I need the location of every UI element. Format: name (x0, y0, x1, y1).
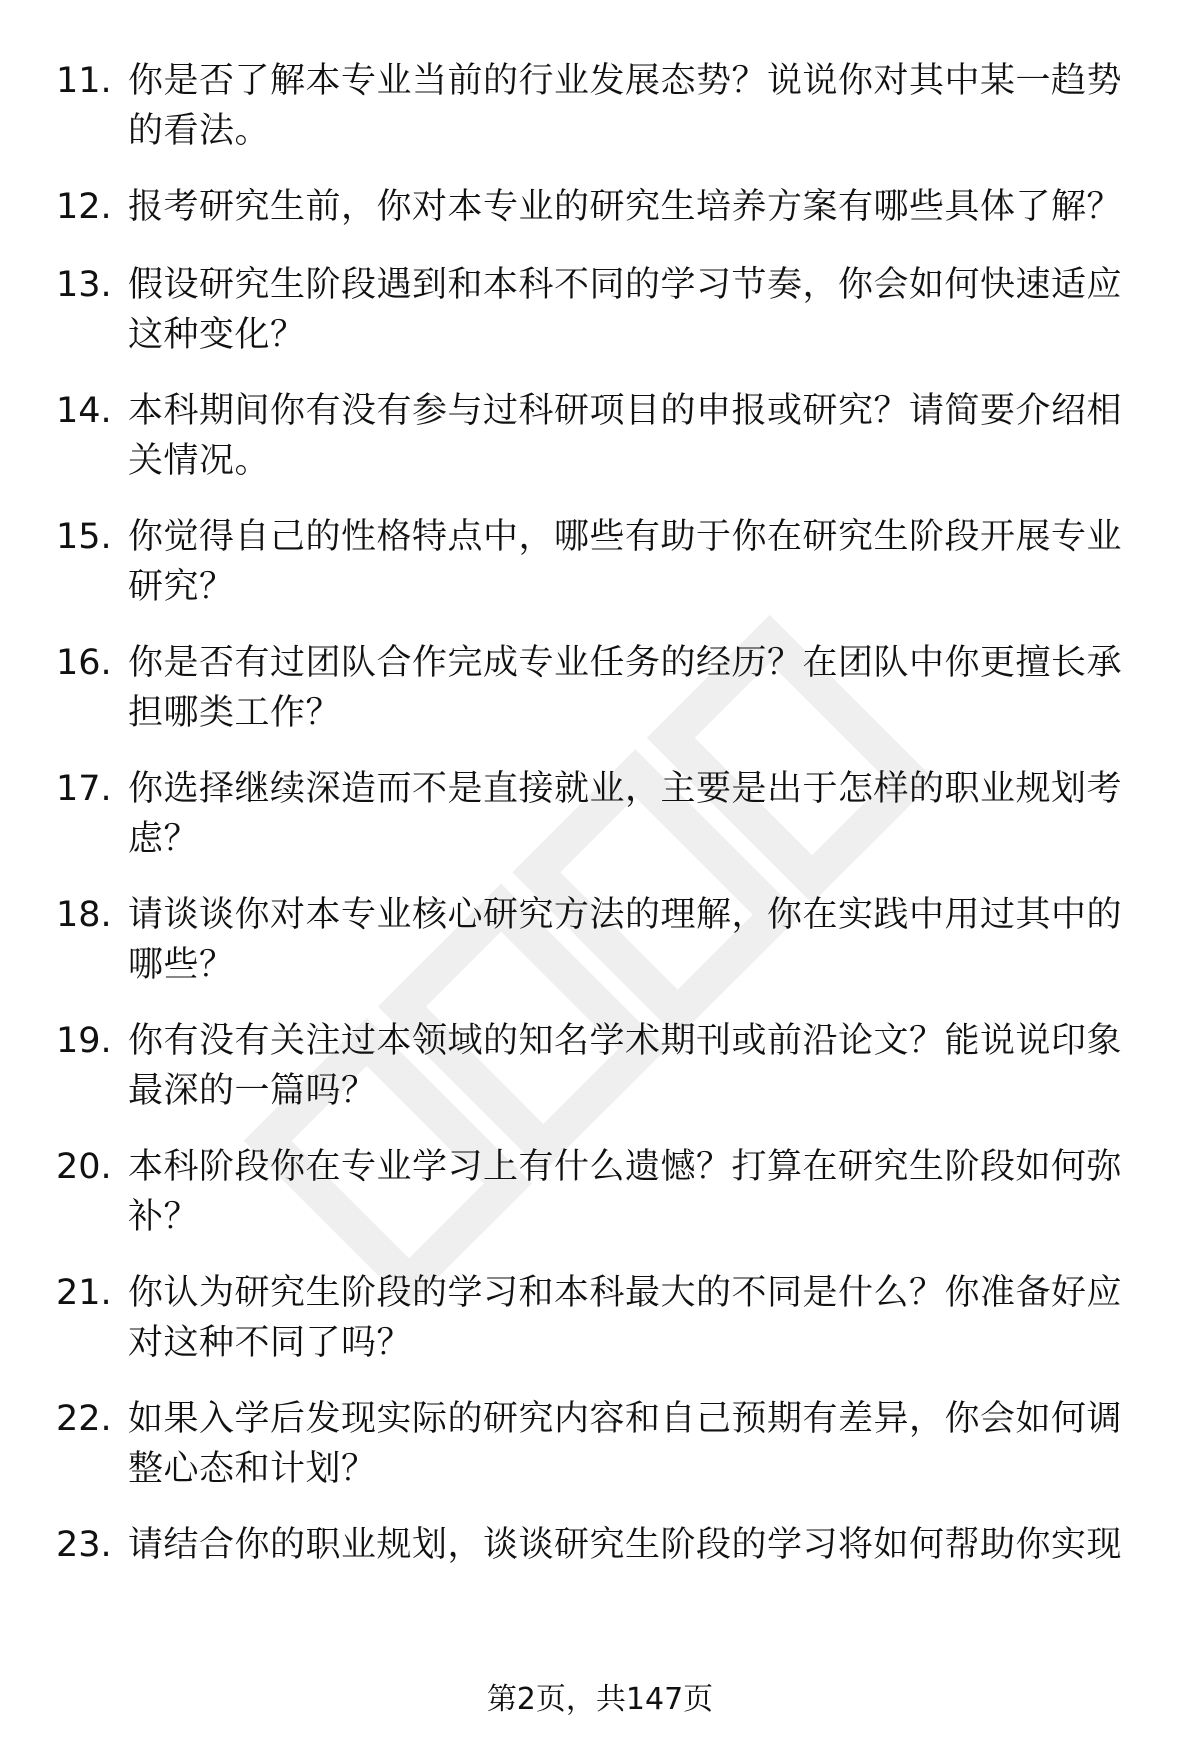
question-text: 本科阶段你在专业学习上有什么遗憾？打算在研究生阶段如何弥补？ (128, 1147, 1123, 1237)
question-item-21 (56, 1268, 1146, 1368)
question-text: 你是否了解本专业当前的行业发展态势？说说你对其中某一趋势的看法。 (128, 61, 1123, 151)
question-text: 如果入学后发现实际的研究内容和自己预期有差异，你会如何调整心态和计划？ (128, 1399, 1123, 1489)
question-text: 请谈谈你对本专业核心研究方法的理解，你在实践中用过其中的哪些？ (128, 895, 1123, 985)
question-text: 你认为研究生阶段的学习和本科最大的不同是什么？你准备好应对这种不同了吗？ (128, 1273, 1123, 1363)
question-item-15 (56, 512, 1146, 612)
question-list (56, 56, 1146, 1570)
question-item-16 (56, 638, 1146, 738)
question-item-20 (56, 1142, 1146, 1242)
question-item-11 (56, 56, 1146, 156)
question-text: 你选择继续深造而不是直接就业，主要是出于怎样的职业规划考虑？ (128, 769, 1123, 859)
question-number: 18. (56, 895, 112, 935)
question-item-19 (56, 1016, 1146, 1116)
question-number: 23. (56, 1525, 112, 1565)
question-text: 你有没有关注过本领域的知名学术期刊或前沿论文？能说说印象最深的一篇吗？ (128, 1021, 1123, 1111)
question-number: 13. (56, 265, 112, 305)
question-number: 20. (56, 1147, 112, 1187)
question-number: 19. (56, 1021, 112, 1061)
question-number: 22. (56, 1399, 112, 1439)
question-number: 11. (56, 61, 112, 101)
question-item-13 (56, 260, 1146, 360)
question-text: 报考研究生前，你对本专业的研究生培养方案有哪些具体了解？ (128, 187, 1123, 227)
question-item-17 (56, 764, 1146, 864)
question-number: 15. (56, 517, 112, 557)
question-number: 16. (56, 643, 112, 683)
page-number-footer: 第2页，共147页 (486, 1682, 714, 1717)
question-number: 14. (56, 391, 112, 431)
question-number: 12. (56, 187, 112, 227)
question-item-23 (56, 1520, 1146, 1570)
question-item-22 (56, 1394, 1146, 1494)
question-text: 你觉得自己的性格特点中，哪些有助于你在研究生阶段开展专业研究？ (128, 517, 1123, 607)
question-text: 假设研究生阶段遇到和本科不同的学习节奏，你会如何快速适应这种变化？ (128, 265, 1123, 355)
question-number: 21. (56, 1273, 112, 1313)
question-text: 你是否有过团队合作完成专业任务的经历？在团队中你更擅长承担哪类工作？ (128, 643, 1123, 733)
question-item-14 (56, 386, 1146, 486)
question-item-12 (56, 182, 1146, 232)
question-text: 本科期间你有没有参与过科研项目的申报或研究？请简要介绍相关情况。 (128, 391, 1123, 481)
question-text: 请结合你的职业规划，谈谈研究生阶段的学习将如何帮助你实现 (128, 1525, 1123, 1565)
question-item-18 (56, 890, 1146, 990)
question-number: 17. (56, 769, 112, 809)
